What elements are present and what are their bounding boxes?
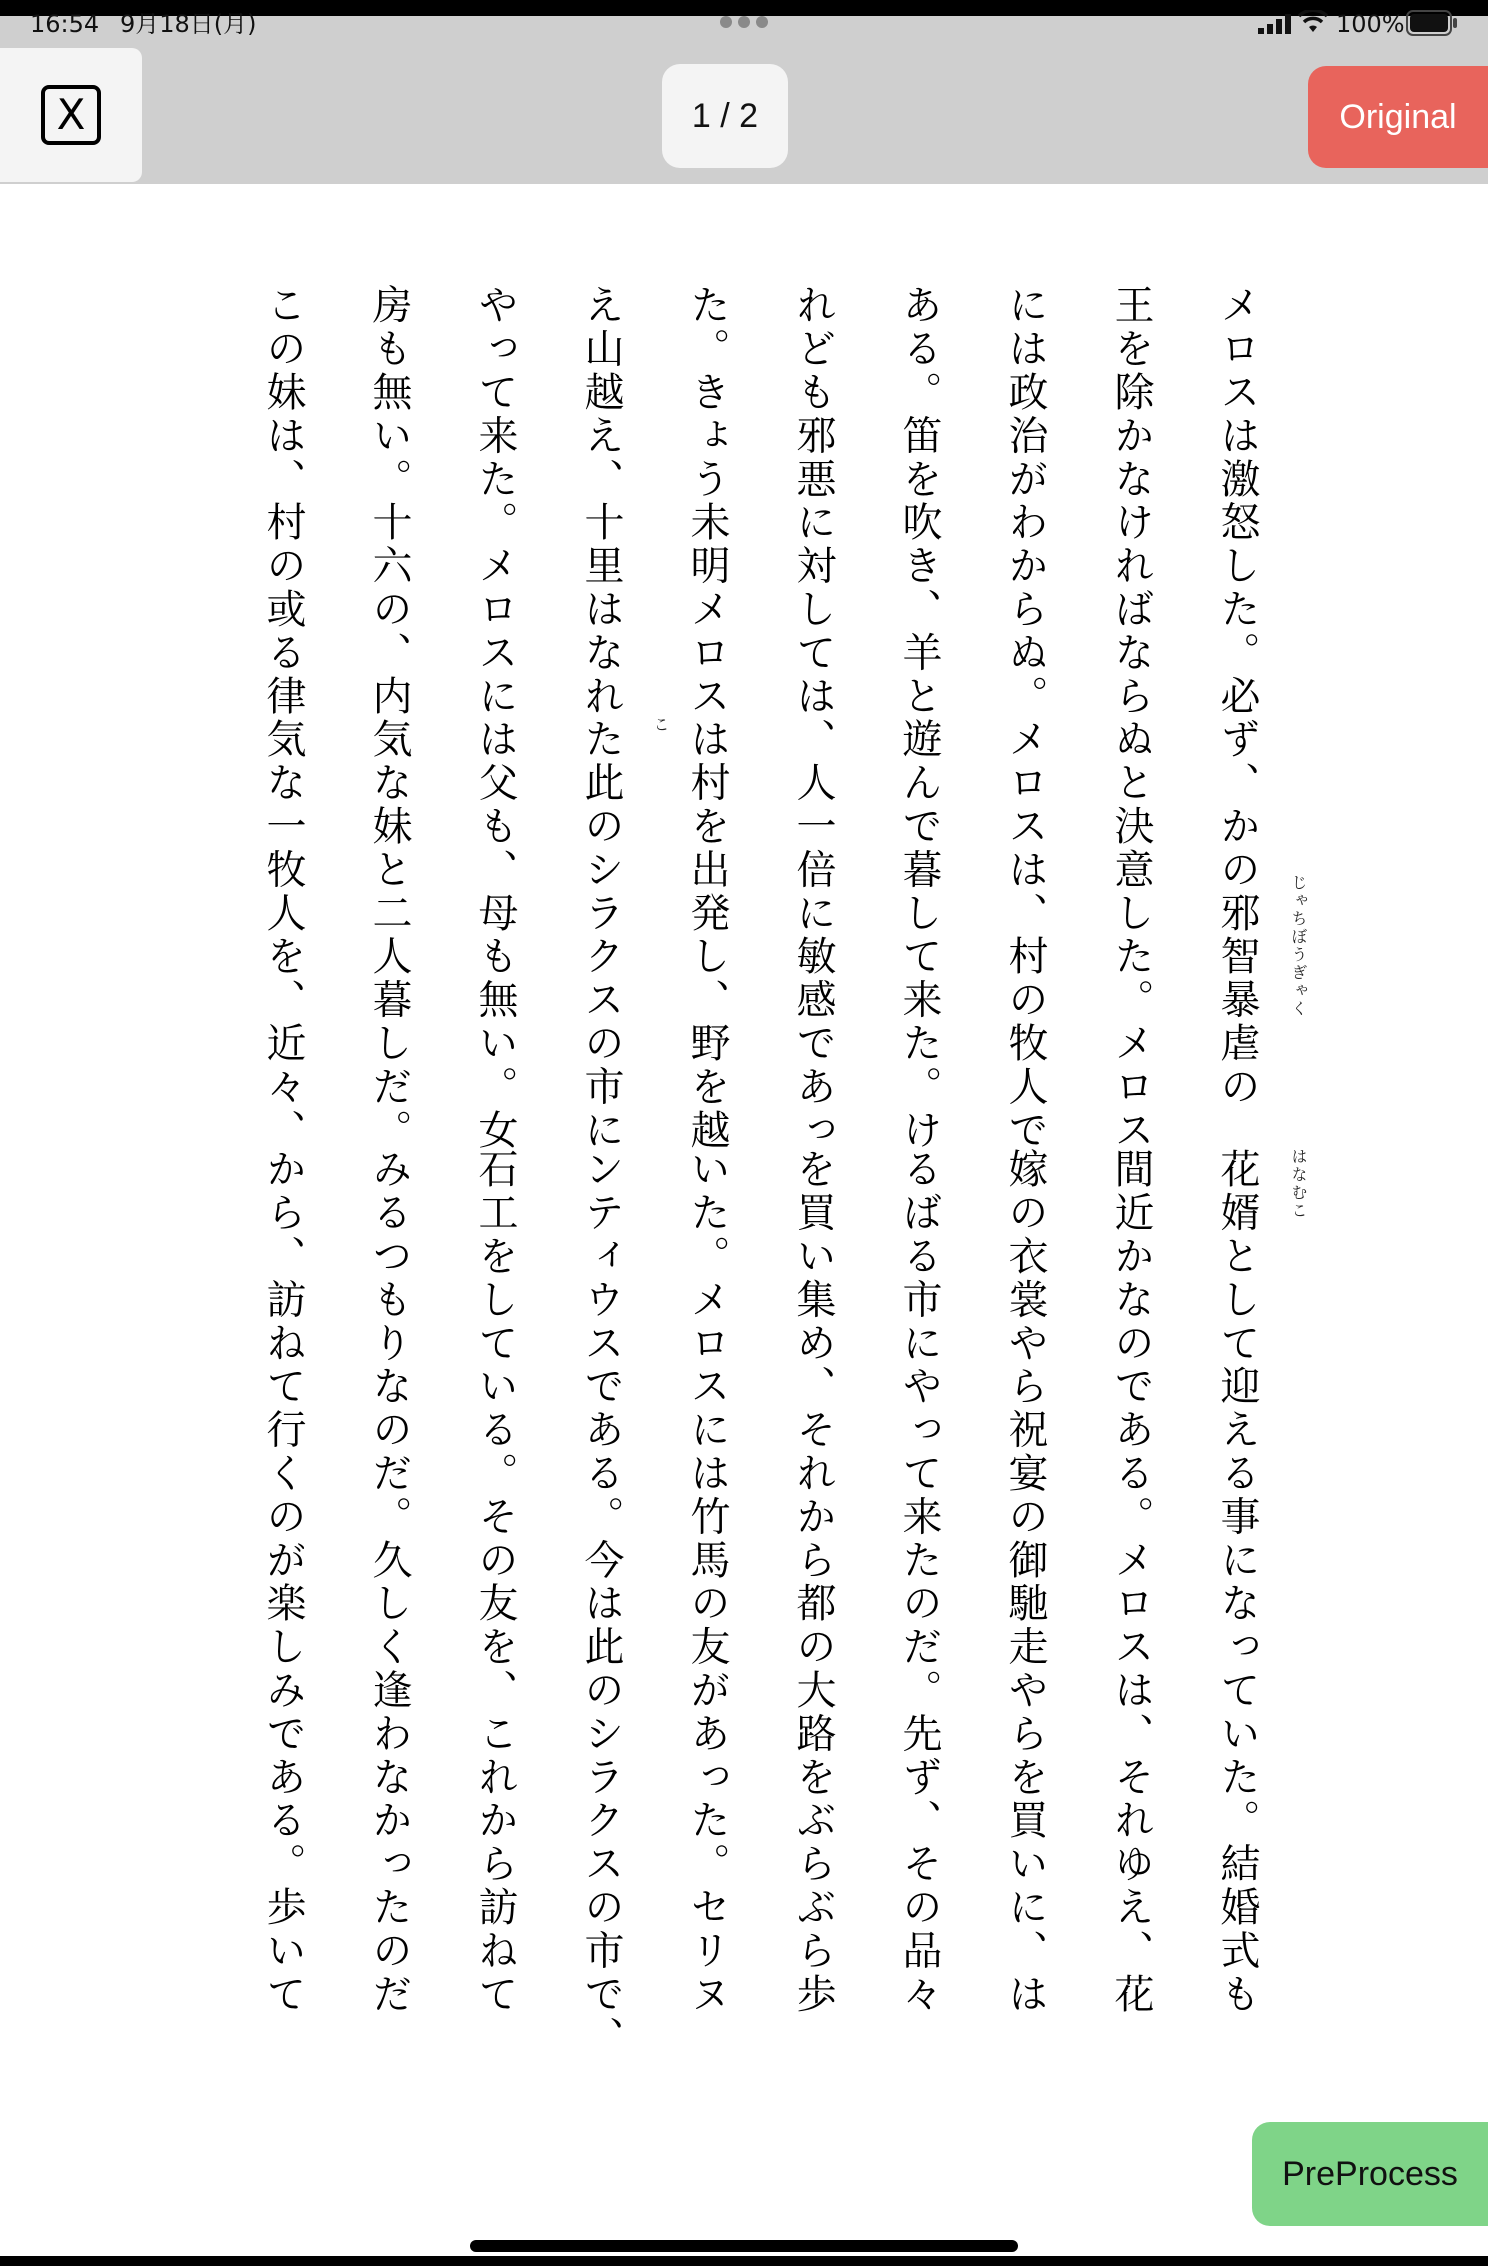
close-button[interactable]	[0, 48, 142, 182]
status-time: 16:54	[30, 10, 100, 38]
status-date: 9月18日(月)	[120, 10, 257, 38]
page-indicator: 1 / 2	[662, 64, 788, 168]
ruby-annotation-hanamuko: はなむこ	[1289, 1148, 1308, 1220]
ruby-annotation-ko: こ	[651, 716, 670, 734]
multitasking-dots-icon[interactable]	[720, 16, 768, 28]
text-block-second-half: 花婿として迎える事になっていた。結婚式も 間近かなのである。メロスは、それゆえ、花 嫁の衣裳やら祝宴の御馳走やらを買いに、は るばる市にやって来たのだ。先ず、その品々 を買い集め、それから都の大路をぶらぶら歩 いた。メロスには竹馬の友があった。セリヌ ンティウスである。今は此のシラクスの市で、 石工をしている。その友を、これから訪ねて みるつもりなのだ。久しく逢わなかったのだ から、訪ねて行くのが楽しみである。歩いて	[260, 1148, 1260, 2060]
ruby-annotation-jachibougyaku: じゃちぼうぎゃく	[1289, 874, 1308, 1018]
home-indicator[interactable]	[470, 2240, 1018, 2252]
text-block-first-half: メロスは激怒した。必ず、かの邪智暴虐の 王を除かなければならぬと決意した。メロス には政治がわからぬ。メロスは、村の牧人で ある。笛を吹き、羊と遊んで暮して来た。け れども邪悪に対しては、人一倍に敏感であっ た。きょう未明メロスは村を出発し、野を越 え山越え、十里はなれた此のシラクスの市に やって来た。メロスには父も、母も無い。女 房も無い。十六の、内気な妹と二人暮しだ。 この妹は、村の或る律気な一牧人を、近々、	[260, 284, 1260, 1152]
preprocess-button[interactable]: PreProcess	[1252, 2122, 1488, 2226]
wifi-icon	[1298, 10, 1328, 34]
battery-percent: 100%	[1336, 10, 1405, 38]
battery-icon	[1406, 10, 1458, 36]
close-icon: X	[41, 85, 101, 145]
cellular-signal-icon	[1258, 14, 1292, 34]
bottom-frame	[0, 2256, 1488, 2266]
original-button[interactable]: Original	[1308, 66, 1488, 168]
